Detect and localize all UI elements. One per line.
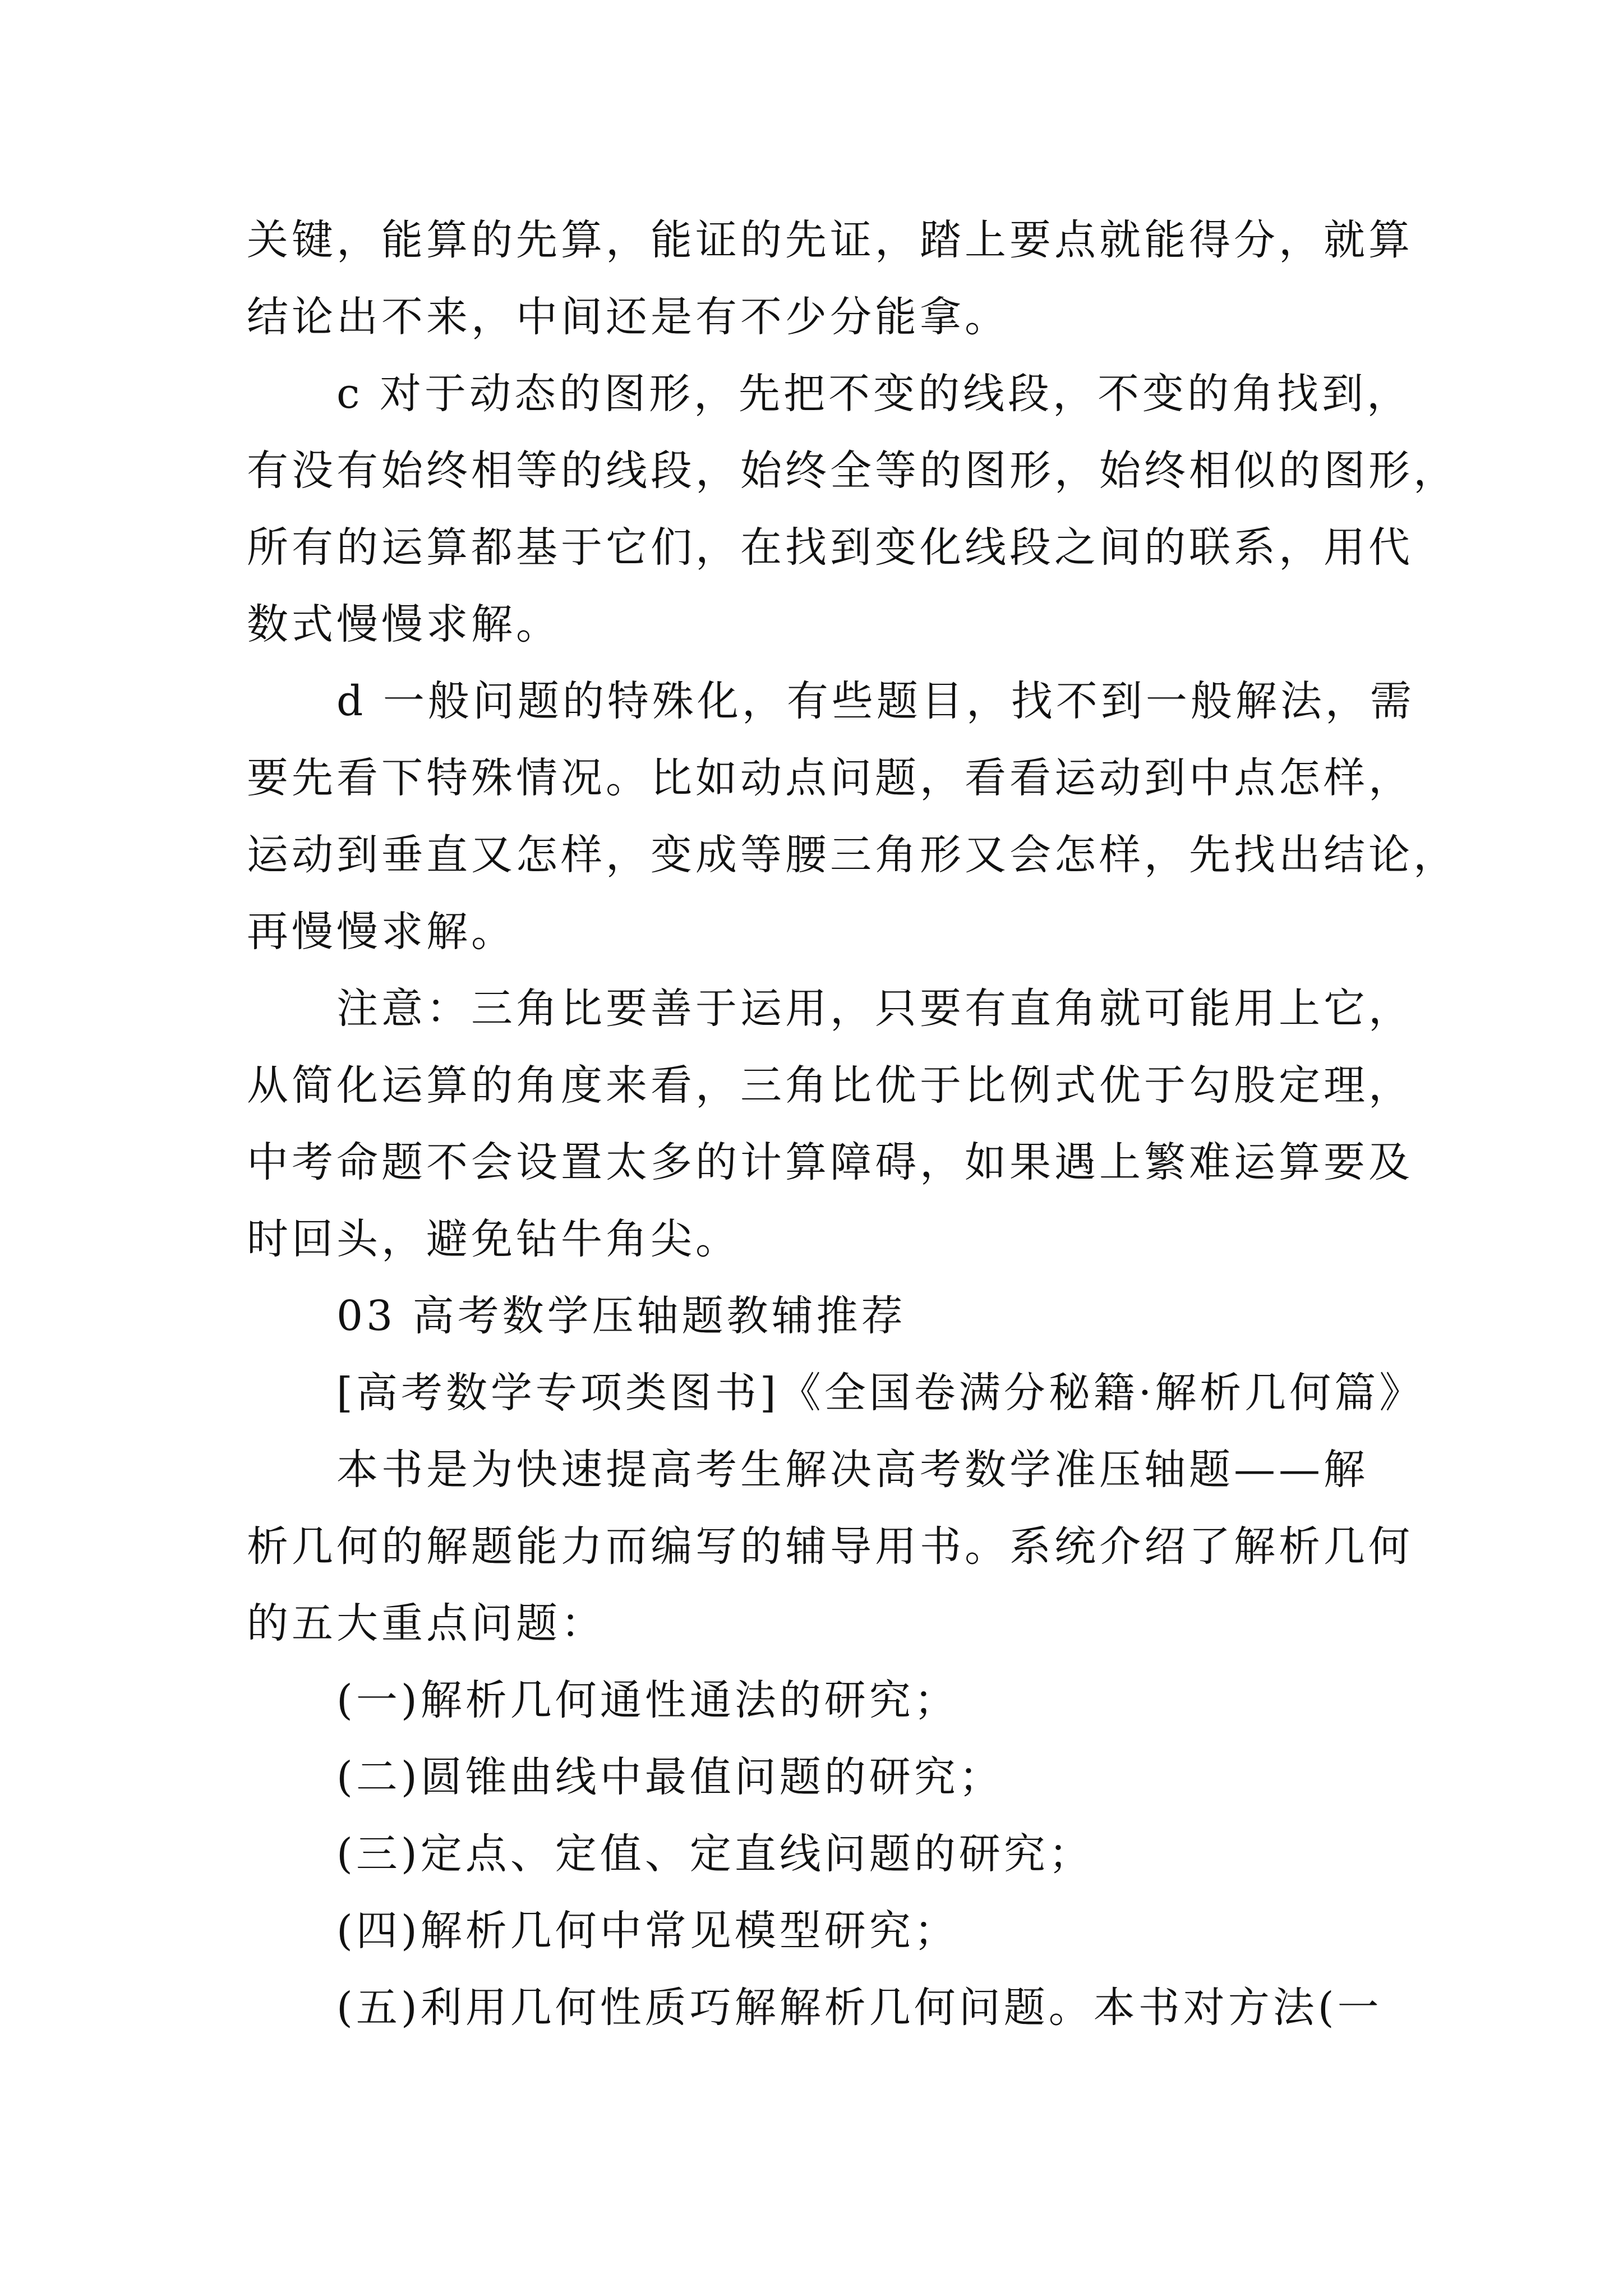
list-item: (一)解析几何通性通法的研究； [336, 1676, 959, 1724]
text-line: 关键，能算的先算，能证的先证，踏上要点就能得分，就算 [247, 216, 1413, 264]
text-line: 要先看下特殊情况。比如动点问题，看看运动到中点怎样， [247, 754, 1413, 802]
text-line: 的五大重点问题： [247, 1599, 606, 1648]
text-line: 从简化运算的角度来看，三角比优于比例式优于勾股定理， [247, 1061, 1413, 1110]
text-line: 析几何的解题能力而编写的辅导用书。系统介绍了解析几何 [247, 1522, 1413, 1571]
text-line: 结论出不来，中间还是有不少分能拿。 [247, 293, 1009, 341]
body-text [247, 202, 1458, 2046]
list-item: (四)解析几何中常见模型研究； [336, 1907, 959, 1955]
list-item: (三)定点、定值、定直线问题的研究； [336, 1830, 1094, 1878]
text-line: c 对于动态的图形，先把不变的线段，不变的角找到， [336, 370, 1412, 418]
text-line: 所有的运算都基于它们，在找到变化线段之间的联系，用代 [247, 523, 1413, 572]
text-line: 有没有始终相等的线段，始终全等的图形，始终相似的图形， [247, 447, 1458, 495]
list-item: (五)利用几何性质巧解解析几何问题。本书对方法(一 [336, 1984, 1382, 2032]
text-line: 本书是为快速提高考生解决高考数学准压轴题——解 [336, 1446, 1368, 1494]
list-item: (二)圆锥曲线中最值问题的研究； [336, 1753, 1004, 1801]
text-line: 运动到垂直又怎样，变成等腰三角形又会怎样，先找出结论， [247, 831, 1458, 879]
section-heading: 03 高考数学压轴题教辅推荐 [336, 1292, 906, 1340]
text-line: d 一般问题的特殊化，有些题目，找不到一般解法，需 [336, 677, 1415, 725]
text-line: 注意：三角比要善于运用，只要有直角就可能用上它， [336, 984, 1413, 1033]
text-line: 再慢慢求解。 [247, 908, 516, 956]
text-line: 数式慢慢求解。 [247, 600, 561, 648]
text-line: 中考命题不会设置太多的计算障碍，如果遇上繁难运算要及 [247, 1138, 1413, 1186]
book-title: [高考数学专项类图书]《全国卷满分秘籍·解析几何篇》 [336, 1369, 1424, 1417]
text-line: 时回头，避免钻牛角尖。 [247, 1215, 740, 1263]
